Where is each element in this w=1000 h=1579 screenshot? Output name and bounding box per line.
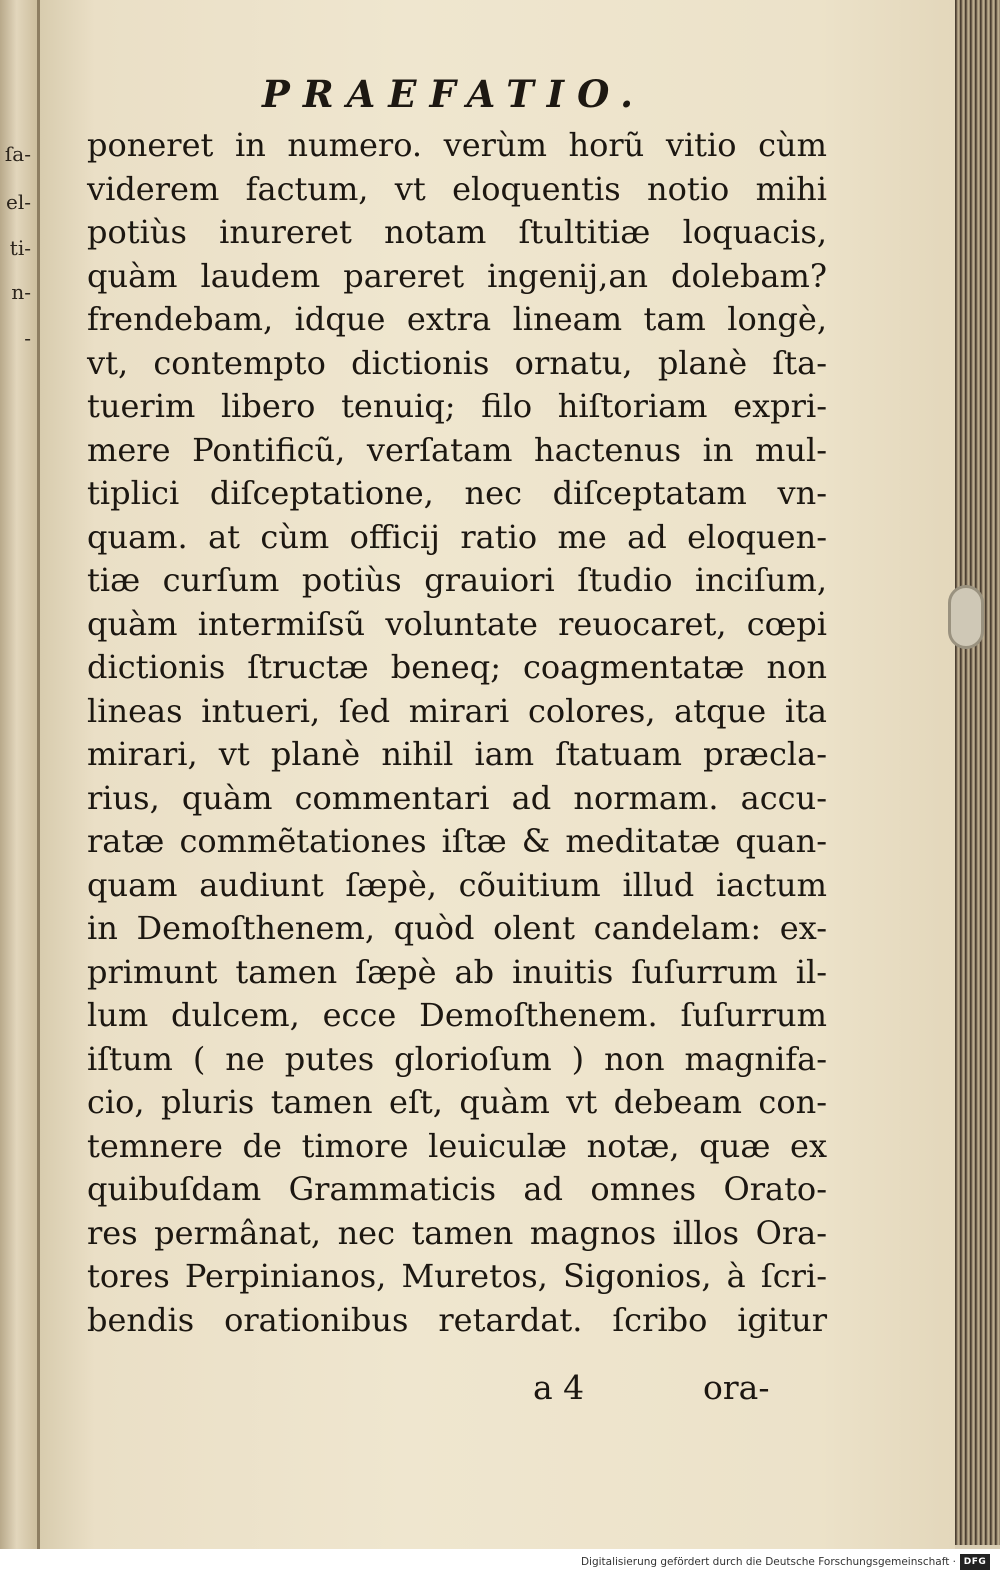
text-line: quàm laudem pareret ingenij,an dolebam? xyxy=(87,256,827,295)
text-line: tores Perpinianos, Muretos, Sigonios, à ſcri- xyxy=(87,1257,827,1295)
body-text xyxy=(87,124,827,1342)
text-line: quibuſdam Grammaticis ad omnes Orato- xyxy=(87,1170,827,1208)
text-line: bendis orationibus retardat. ſcribo igitur xyxy=(87,1300,827,1339)
running-head: PRAEFATIO. xyxy=(262,72,647,116)
margin-fragment: ti- xyxy=(9,236,31,260)
text-line: tiplici diſceptatione, nec diſceptatam vn- xyxy=(87,474,827,512)
text-line: lum dulcem, ecce Demoſthenem. ſuſurrum xyxy=(87,996,827,1034)
text-line: iſtum ( ne putes glorioſum ) non magnifa- xyxy=(87,1039,827,1078)
signature-mark: a 4 xyxy=(533,1368,585,1407)
text-line: temnere de timore leuiculæ notæ, quæ ex xyxy=(87,1126,827,1165)
text-line: vt, contempto dictionis ornatu, planè ſta- xyxy=(87,343,827,382)
dfg-logo-icon: DFG xyxy=(960,1554,990,1570)
book-page xyxy=(40,0,955,1579)
margin-fragment: - xyxy=(24,326,31,350)
text-line: cio, pluris tamen eſt, quàm vt debeam con- xyxy=(87,1083,827,1121)
credit-text: Digitalisierung gefördert durch die Deutsche Forschungsgemeinschaft · xyxy=(580,1556,956,1568)
text-line: tiæ curſum potiùs grauiori ſtudio inciſum, xyxy=(87,561,827,599)
margin-fragment: el- xyxy=(6,190,31,214)
text-line: primunt tamen ſæpè ab inuitis ſuſurrum il- xyxy=(87,952,827,991)
text-line: poneret in numero. verùm horũ vitio cùm xyxy=(87,126,827,164)
text-line: quam audiunt ſæpè, cõuitium illud iactum xyxy=(87,865,827,904)
text-line: mere Pontificũ, verſatam hactenus in mul- xyxy=(87,430,827,469)
text-line: res permânat, nec tamen magnos illos Ora- xyxy=(87,1213,827,1252)
text-line: mirari, vt planè nihil iam ſtatuam præcla- xyxy=(87,735,827,773)
page-clip-icon xyxy=(948,585,984,649)
text-line: frendebam, idque extra lineam tam longè, xyxy=(87,300,827,338)
text-line: rius, quàm commentari ad normam. accu- xyxy=(87,778,827,817)
book-edge xyxy=(955,0,1000,1545)
margin-fragment: n- xyxy=(11,280,31,304)
text-line: lineas intueri, ſed mirari colores, atque ita xyxy=(87,691,827,730)
text-line: potiùs inureret notam ſtultitiæ loquacis, xyxy=(87,213,827,251)
text-line: in Demoſthenem, quòd olent candelam: ex- xyxy=(87,909,827,947)
credit-bar xyxy=(0,1549,1000,1579)
text-line: tuerim libero tenuiq; filo hiſtoriam expri- xyxy=(87,387,827,425)
margin-fragment: ſa- xyxy=(4,142,31,166)
left-page-edge xyxy=(0,0,40,1579)
catchword: ora- xyxy=(703,1368,770,1407)
text-line: dictionis ſtructæ beneq; coagmentatæ non xyxy=(87,648,827,686)
page-footer xyxy=(40,1368,955,1412)
text-line: ratæ commẽtationes iſtæ & meditatæ quan- xyxy=(87,822,827,860)
text-line: viderem factum, vt eloquentis notio mihi xyxy=(87,169,827,208)
text-line: quam. at cùm officij ratio me ad eloquen- xyxy=(87,517,827,556)
text-line: quàm intermiſsũ voluntate reuocaret, cœpi xyxy=(87,604,827,643)
